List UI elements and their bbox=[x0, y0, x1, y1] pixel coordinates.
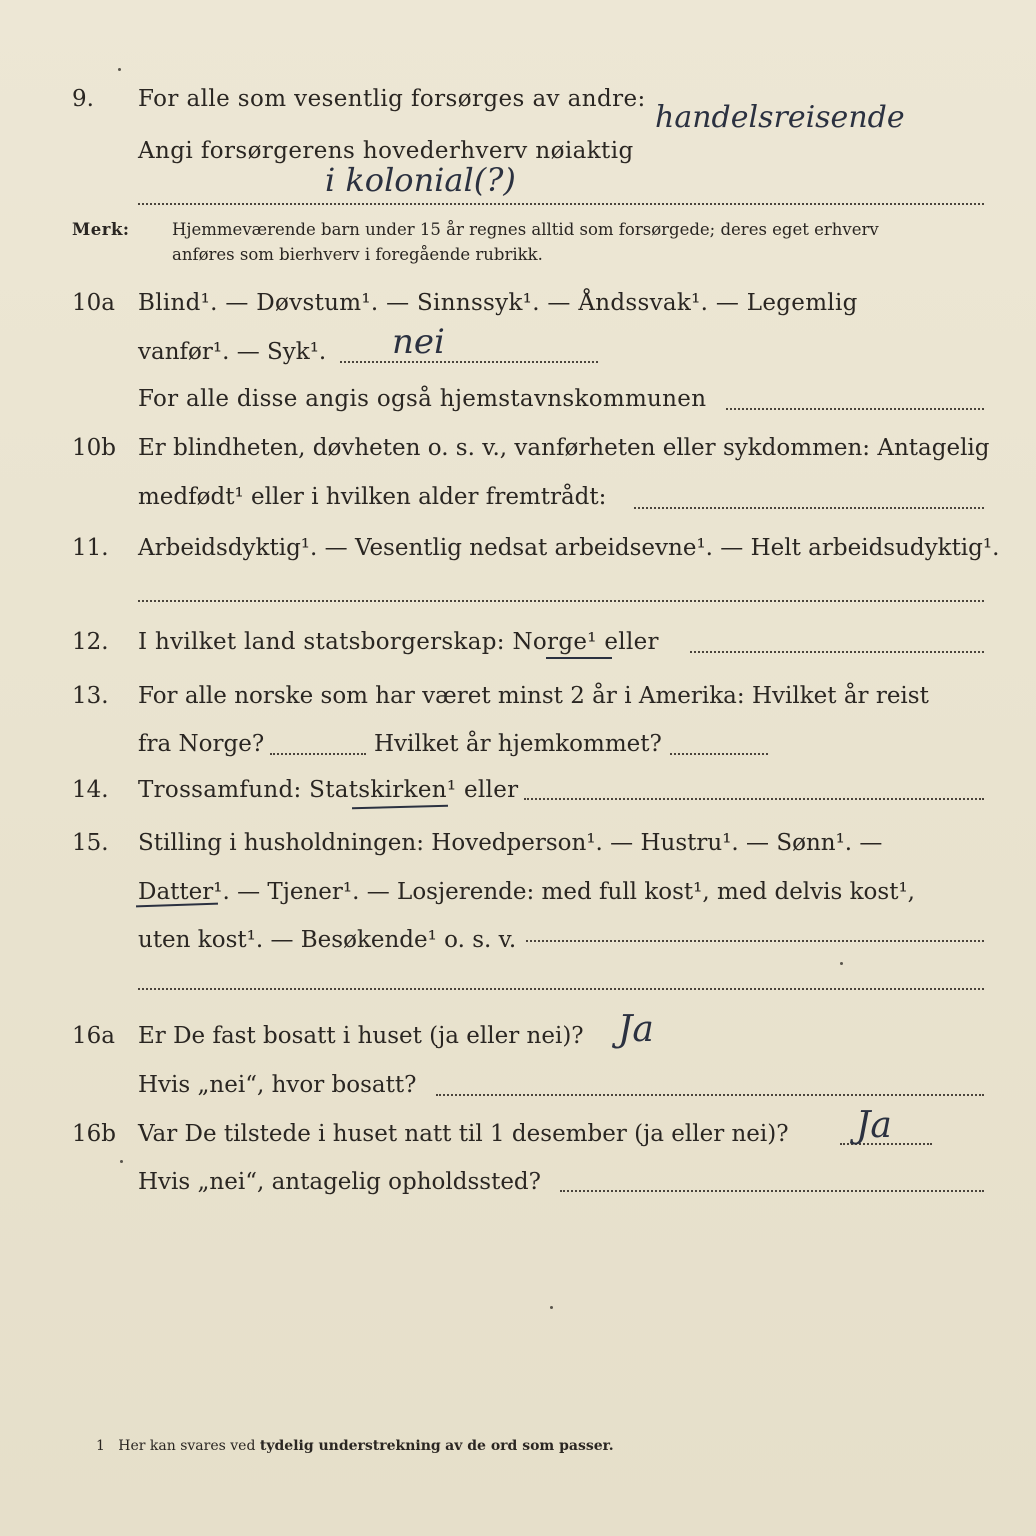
q16b-answer: Ja bbox=[856, 1105, 892, 1146]
merk-row-2 bbox=[0, 243, 1036, 267]
q12-answer-dotted-line bbox=[690, 651, 984, 653]
q10a-row-2 bbox=[0, 332, 1036, 372]
q10b-row-1 bbox=[0, 428, 1036, 468]
paper-speck bbox=[120, 1160, 123, 1163]
q9-answer-line-1: handelsreisende bbox=[655, 100, 905, 135]
q10a-line-2: vanfør¹. — Syk¹. bbox=[138, 339, 327, 365]
footnote-text-b: tydelig understrekning bbox=[259, 1438, 441, 1454]
q13-line-2a: fra Norge? bbox=[138, 731, 265, 757]
merk-row-1 bbox=[0, 218, 1036, 242]
q16a-number: 16a bbox=[72, 1023, 115, 1049]
q16a-line-2: Hvis „nei“, hvor bosatt? bbox=[138, 1072, 417, 1098]
q11-line-1: Arbeidsdyktig¹. — Vesentlig nedsat arbeidsevne¹. — Helt arbeidsudyktig¹. bbox=[138, 535, 1000, 561]
q9-line-2: Angi forsørgerens hovederhverv nøiaktig bbox=[138, 138, 634, 164]
q12-line-1: I hvilket land statsborgerskap: Norge¹ eller bbox=[138, 629, 659, 655]
q16a-row-2 bbox=[0, 1065, 1036, 1105]
q16b-whereabouts-dotted-line bbox=[560, 1190, 984, 1192]
q9-answer-line-2: i kolonial(?) bbox=[325, 161, 516, 199]
q9-number: 9. bbox=[72, 86, 94, 112]
q16b-row-2 bbox=[0, 1162, 1036, 1202]
q16b-line-2: Hvis „nei“, antagelig opholdssted? bbox=[138, 1169, 541, 1195]
q13-year-left-dotted-line bbox=[270, 753, 366, 755]
q10a-row-3 bbox=[0, 379, 1036, 419]
q16a-row-1 bbox=[0, 1016, 1036, 1056]
q14-row-1 bbox=[0, 770, 1036, 810]
q10b-line-1: Er blindheten, døvheten o. s. v., vanførheten eller sykdommen: Antagelig bbox=[138, 435, 990, 461]
q11-number: 11. bbox=[72, 535, 109, 561]
q12-norge-underline bbox=[546, 657, 612, 659]
q15-answer-dotted-line bbox=[526, 940, 984, 942]
q15-number: 15. bbox=[72, 830, 109, 856]
q10a-row-1 bbox=[0, 283, 1036, 323]
q10b-number: 10b bbox=[72, 435, 116, 461]
footnote-text-c: av de ord som passer. bbox=[445, 1438, 614, 1454]
footnote bbox=[96, 1436, 614, 1456]
q11-row-1 bbox=[0, 528, 1036, 568]
q9-line-1: For alle som vesentlig forsørges av andre: bbox=[138, 86, 646, 112]
q15-line-1: Stilling i husholdningen: Hovedperson¹. — Hustru¹. — Sønn¹. — bbox=[138, 830, 883, 856]
q10a-number: 10a bbox=[72, 290, 115, 316]
q14-line-1: Trossamfund: Statskirken¹ eller bbox=[138, 777, 519, 803]
merk-line-1: Hjemmeværende barn under 15 år regnes alltid som forsørgede; deres eget erhverv bbox=[172, 220, 879, 239]
merk-label: Merk: bbox=[72, 220, 130, 239]
q15-row-1 bbox=[0, 823, 1036, 863]
q15-line-3: uten kost¹. — Besøkende¹ o. s. v. bbox=[138, 927, 517, 953]
q14-answer-dotted-line bbox=[524, 798, 984, 800]
q12-row-1 bbox=[0, 622, 1036, 662]
q13-line-1: For alle norske som har været minst 2 år i Amerika: Hvilket år reist bbox=[138, 683, 929, 709]
q16a-line-1: Er De fast bosatt i huset (ja eller nei)? bbox=[138, 1023, 584, 1049]
q9-answer-dotted-line bbox=[138, 203, 984, 205]
q16a-residence-dotted-line bbox=[436, 1094, 984, 1096]
q13-number: 13. bbox=[72, 683, 109, 709]
merk-line-2: anføres som bierhverv i foregående rubrikk. bbox=[172, 245, 543, 264]
q12-number: 12. bbox=[72, 629, 109, 655]
paper-speck bbox=[550, 1306, 553, 1309]
q14-number: 14. bbox=[72, 777, 109, 803]
footnote-mark: 1 bbox=[96, 1438, 105, 1454]
q11-answer-dotted-line bbox=[138, 600, 984, 602]
q15-extra-dotted-line bbox=[138, 988, 984, 990]
q10a-answer-dotted-line bbox=[340, 361, 598, 363]
q16a-answer: Ja bbox=[618, 1009, 654, 1050]
paper-speck bbox=[118, 68, 121, 71]
q10a-answer: nei bbox=[392, 322, 445, 362]
q13-year-returned-dotted-line bbox=[670, 753, 768, 755]
q10b-row-2 bbox=[0, 477, 1036, 517]
q10a-line-3: For alle disse angis også hjemstavnskommunen bbox=[138, 386, 707, 412]
q10b-line-2: medfødt¹ eller i hvilken alder fremtrådt: bbox=[138, 484, 607, 510]
q10a-line-1: Blind¹. — Døvstum¹. — Sinnssyk¹. — Åndssvak¹. — Legemlig bbox=[138, 290, 858, 316]
q15-line-2: Datter¹. — Tjener¹. — Losjerende: med full kost¹, med delvis kost¹, bbox=[138, 879, 915, 905]
q13-row-2 bbox=[0, 724, 1036, 764]
q16b-number: 16b bbox=[72, 1121, 116, 1147]
q10b-answer-dotted-line bbox=[634, 507, 984, 509]
q13-line-2b: Hvilket år hjemkommet? bbox=[374, 731, 662, 757]
paper-speck bbox=[840, 962, 843, 965]
q9-row-2 bbox=[0, 131, 1036, 171]
q16b-line-1: Var De tilstede i huset natt til 1 desember (ja eller nei)? bbox=[138, 1121, 789, 1147]
footnote-text-a: Her kan svares ved bbox=[118, 1438, 256, 1454]
q13-row-1 bbox=[0, 676, 1036, 716]
q10a-hometown-dotted-line bbox=[726, 408, 984, 410]
